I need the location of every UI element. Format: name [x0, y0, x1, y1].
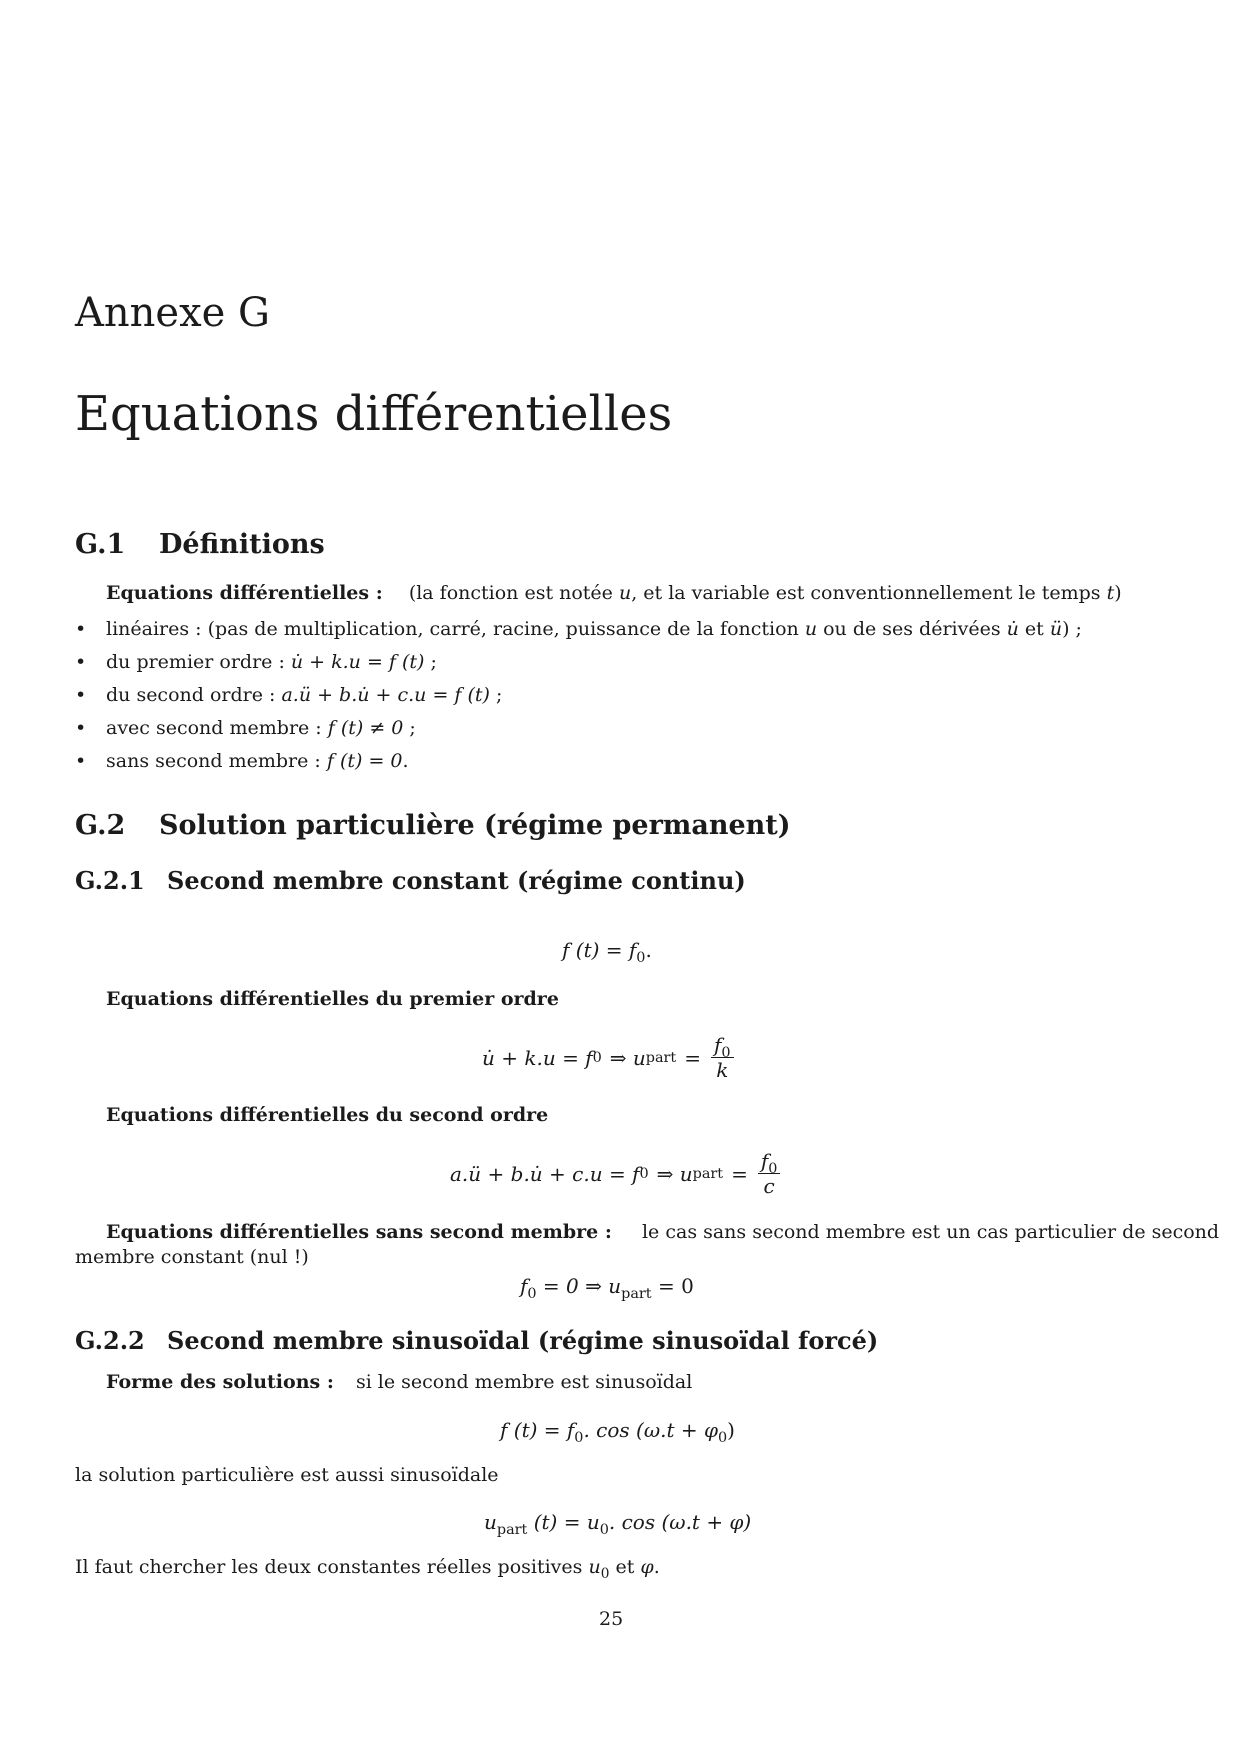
no-rhs-paragraph-line2: membre constant (nul !): [75, 1246, 309, 1268]
list-item: • du premier ordre : u̇ + k.u = f (t) ;: [75, 646, 1082, 679]
list-item: • linéaires : (pas de multiplication, carré, racine, puissance de la fonction u ou de ses dérivées u̇ et ü) ;: [75, 613, 1082, 646]
second-order-heading: Equations différentielles du second ordre: [106, 1104, 549, 1126]
no-rhs-paragraph-line1: Equations différentielles sans second membre : le cas sans second membre est un cas particulier de second: [106, 1221, 1220, 1243]
subsection-title: Second membre sinusoïdal (régime sinusoïdal forcé): [167, 1326, 879, 1355]
equation-first-order: u̇ + k.u = f 0 ⇒ u part = $\frac{f_0}{k}$: [482, 1034, 736, 1081]
list-item: • sans second membre : f (t) = 0.: [75, 745, 1082, 778]
equation-particular-solution: $u_{part}$ $(t) = u_0$. cos (ω.t + φ): [484, 1510, 752, 1539]
section-heading-g1: [75, 529, 325, 560]
section-heading-g2: [75, 810, 791, 841]
definitions-lead: Equations différentielles : (la fonction est notée u, et la variable est conventionnellement le temps t): [106, 582, 1122, 604]
section-number: G.1: [75, 529, 126, 560]
section-title: Solution particulière (régime permanent): [159, 810, 791, 841]
section-title: Définitions: [159, 529, 325, 560]
equation-constant-rhs: f $(t) = f_0$.: [562, 938, 652, 967]
chapter-title: Equations différentielles: [75, 386, 673, 442]
definitions-list: [75, 613, 1082, 778]
equation-sinusoidal-rhs: f $(t) = f_0$. $\cos (\omega.t + \varphi_0)$: [500, 1418, 735, 1447]
equation-second-order: a.ü + b.u̇ + c.u = f 0 ⇒ u part = $\frac{f_0}{c}$: [450, 1150, 782, 1197]
equation-no-rhs: $f_0 = 0$ ⇒ $u_{part} = 0$: [520, 1274, 694, 1303]
subsection-number: G.2.1: [75, 866, 145, 895]
subsection-heading-g2-1: [75, 866, 746, 895]
paragraph-constants: Il faut chercher les deux constantes réelles positives $u_0$ et φ.: [75, 1556, 660, 1582]
list-item: • du second ordre : a.ü + b.u̇ + c.u = f (t) ;: [75, 679, 1082, 712]
subsection-heading-g2-2: [75, 1326, 878, 1355]
subsection-number: G.2.2: [75, 1326, 145, 1355]
solution-form-lead: Forme des solutions : si le second membre est sinusoïdal: [106, 1371, 693, 1393]
page-number: 25: [599, 1608, 624, 1630]
fraction: $\frac{f_0}{k}$: [711, 1034, 734, 1081]
subsection-title: Second membre constant (régime continu): [167, 866, 746, 895]
first-order-heading: Equations différentielles du premier ordre: [106, 988, 559, 1010]
section-number: G.2: [75, 810, 126, 841]
list-item: • avec second membre : f (t) ≠ 0 ;: [75, 712, 1082, 745]
chapter-label: Annexe G: [75, 290, 270, 336]
fraction: $\frac{f_0}{c}$: [758, 1150, 781, 1197]
lead-bold: Equations différentielles :: [106, 582, 383, 604]
paragraph-solution-sinusoidal: la solution particulière est aussi sinusoïdale: [75, 1464, 499, 1486]
